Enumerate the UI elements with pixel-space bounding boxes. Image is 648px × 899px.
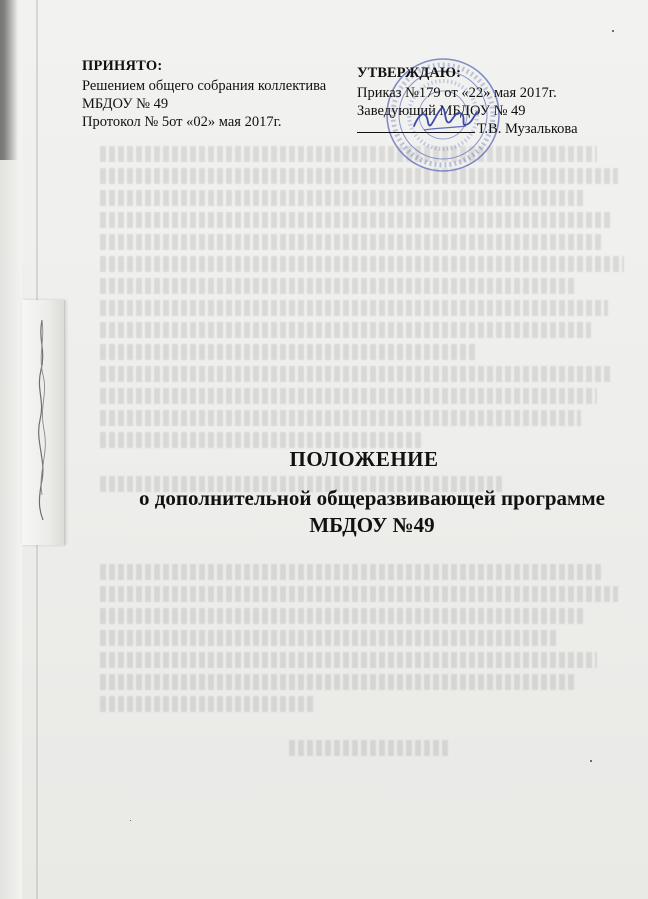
approved-line-1: Приказ №179 от «22» мая 2017г. [357, 85, 557, 101]
accepted-line-2: МБДОУ № 49 [82, 96, 169, 112]
approved-signatory: Т.В. Музалькова [477, 121, 578, 137]
scan-edge-shadow [0, 0, 38, 160]
handwritten-signature [410, 92, 480, 142]
document-subtitle-line-2: МБДОУ №49 [309, 513, 435, 537]
accepted-line-1: Решением общего собрания коллектива [82, 78, 327, 94]
scan-speck [612, 30, 614, 32]
binding-thread [36, 320, 48, 520]
approved-line-2: Заведующий МБДОУ № 49 [357, 103, 526, 119]
scan-speck [590, 760, 592, 762]
accepted-block [82, 57, 326, 131]
scan-speck [130, 820, 131, 821]
accepted-line-3: Протокол № 5от «02» мая 2017г. [82, 114, 282, 130]
document-title: ПОЛОЖЕНИЕ [289, 447, 439, 471]
accepted-heading: ПРИНЯТО: [82, 58, 163, 74]
approved-heading: УТВЕРЖДАЮ: [357, 65, 461, 81]
document-subtitle-line-1: о дополнительной общеразвивающей программе [139, 486, 605, 510]
